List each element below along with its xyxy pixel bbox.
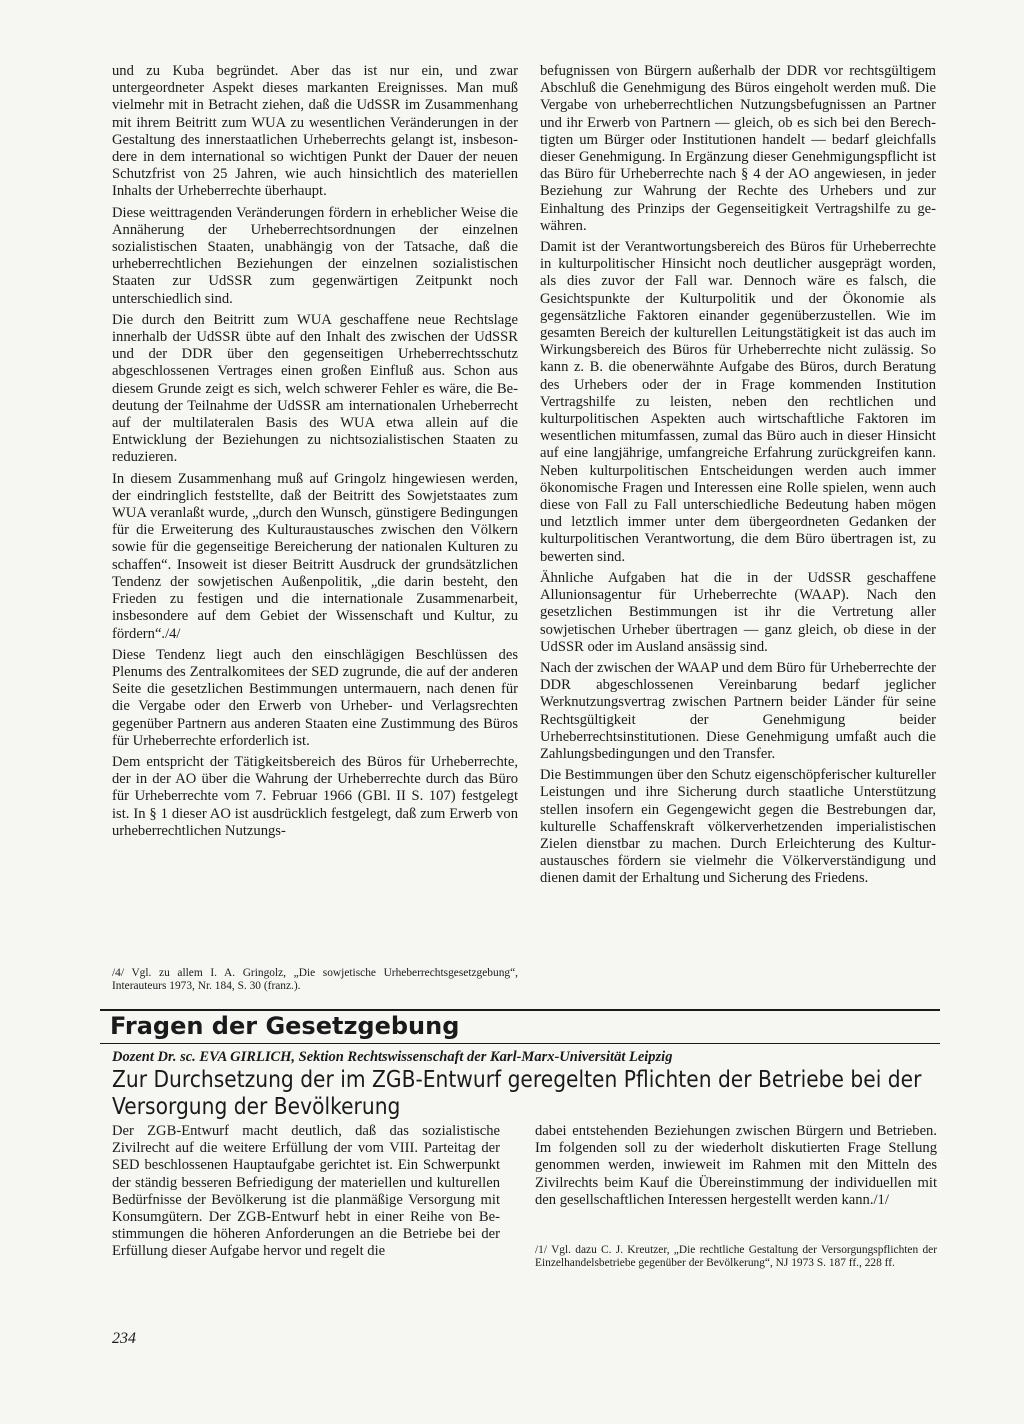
author-byline: Dozent Dr. sc. EVA GIRLICH, Sektion Rechtswissenschaft der Karl-Marx-Universität Leipzig bbox=[112, 1049, 673, 1065]
footnote-4: /4/ Vgl. zu allem I. A. Gringolz, „Die sowjetische Urheberrechtsgesetzgebung“, Interauteurs 1973, Nr. 184, S. 30 (franz.). bbox=[112, 967, 518, 993]
column-left-top bbox=[112, 63, 518, 844]
column-right-bottom bbox=[535, 1123, 937, 1213]
heading-underline bbox=[100, 1043, 940, 1044]
paragraph: Diese Tendenz liegt auch den einschlägigen Beschlüssen des Plenums des Zentralkomitees der SED zugrunde, die auf der anderen Seite die gesetzlichen Bestimmungen untermauern, nach denen für die Vergabe oder den Erwerb von Urheber- und Verlagsrechten gegenüber Partnern aus anderen Staaten eine Zustimmung des Büros für Urheberrechte erforderlich ist. bbox=[112, 646, 518, 749]
column-right-top bbox=[540, 63, 936, 892]
column-left-bottom bbox=[112, 1123, 500, 1265]
article-title: Zur Durchsetzung der im ZGB-Entwurf geregelten Pflichten der Betriebe bei der Versorgung der Bevölkerung bbox=[112, 1067, 922, 1120]
paragraph: In diesem Zusammenhang muß auf Gringolz hingewiesen werden, der eindringlich feststellte, daß der Beitritt des Sowjetstaates zum WUA veranlaßt wurde, „durch den Wunsch, günstigere Bedingungen für die Erweiterung des Kulturaustausches zwischen den Völkern sowie für die gegenseitige Bereicherung der nationalen Kulturen zu schaffen“. Insoweit ist dieser Beitritt Ausdruck der grundsätzlichen Tendenz der sowjetischen Außenpolitik, „die darin besteht, den Frieden zu festigen und die internationale Zusammenarbeit, insbesondere auf dem Gebiet der Wissenschaft und Kultur, zu fördern“./4/ bbox=[112, 470, 518, 642]
paragraph: Diese weittragenden Veränderungen fördern in erheblicher Weise die Annäherung der Urheberrechtsordnungen der einzelnen sozialistischen Staaten, unabhängig von der Tatsache, daß die urheberrechtlichen Beziehungen der einzelnen sozialistischen Staaten zur UdSSR zum gegenwärtigen Zeitpunkt noch unterschiedlich sind. bbox=[112, 204, 518, 307]
paragraph: Dem entspricht der Tätigkeitsbereich des Büros für Urheberrechte, der in der AO über die Wahrung der Urheberrechte durch das Büro für Urheberrechte vom 7. Februar 1966 (GBl. II S. 107) festgelegt ist. In § 1 dieser AO ist ausdrücklich festgelegt, daß zum Erwerb von urheberrechtlichen Nutzungs- bbox=[112, 753, 518, 839]
section-heading: Fragen der Gesetzgebung bbox=[110, 1012, 460, 1040]
paragraph: dabei entstehenden Beziehungen zwischen Bürgern und Betrieben. Im folgenden soll zu der wiederholt diskutierten Frage Stellung genommen werden, inwieweit im Rahmen mit den Mitteln des Zivilrechts beim Kauf die Übereinstimmung der individuellen mit den gesellschaftlichen Interessen hergestellt werden kann./1/ bbox=[535, 1123, 937, 1208]
paragraph: Ähnliche Aufgaben hat die in der UdSSR geschaffene Allunionsagentur für Urheberrechte (WAAP). Nach den gesetzlichen Bestimmungen ist ihr die Vertretung aller sowjetischen Urheber übertragen — ganz gleich, ob diese in der UdSSR oder im Ausland ansässig sind. bbox=[540, 569, 936, 655]
paragraph: befugnissen von Bürgern außerhalb der DDR vor rechtsgültigem Abschluß die Genehmigung des Büros eingeholt werden muß. Die Vergabe von urheberrechtlichen Nutzungsbefugnissen an Partner und ihr Erwerb von Partnern — gleich, ob es sich bei den Berechtigten um Bürger oder Institutionen handelt — bedarf gleichfalls dieser Genehmigung. In Ergänzung dieser Genehmigungspflicht ist das Büro für Urheberrechte nach § 4 der AO angewiesen, in jeder Beziehung zur Wahrung der Rechte des Urhebers und zur Einhaltung des Prinzips der Gegenseitigkeit Vertragshilfe zu gewähren. bbox=[540, 63, 936, 234]
paragraph: Nach der zwischen der WAAP und dem Büro für Urheberrechte der DDR abgeschlossenen Vereinbarung bedarf jeglicher Werknutzungsvertrag zwischen Partnern beider Länder für seine Rechtsgültigkeit der Genehmigung beider Urheberrechtsinstitutionen. Diese Genehmigung umfaßt auch die Zahlungsbedingungen und den Transfer. bbox=[540, 659, 936, 762]
paragraph: Die Bestimmungen über den Schutz eigenschöpferischer kultureller Leistungen und ihre Sicherung durch staatliche Unterstützung stellen insofern ein Gegengewicht gegen die Bestrebungen dar, kulturelle Schaffenskraft völkerverhetzenden imperialistischen Zielen dienstbar zu machen. Durch Erleichterung des Kulturaustausches fördern sie vielmehr die Völkerverständigung und dienen damit der Erhaltung und Sicherung des Friedens. bbox=[540, 767, 936, 887]
footnote-1: /1/ Vgl. dazu C. J. Kreutzer, „Die rechtliche Gestaltung der Versorgungspflichten der Einzelhandelsbetriebe gegenüber der Bevölkerung“, NJ 1973 S. 187 ff., 228 ff. bbox=[535, 1244, 937, 1270]
paragraph: Der ZGB-Entwurf macht deutlich, daß das sozialistische Zivilrecht auf die weitere Erfüllung der vom VIII. Parteitag der SED beschlossenen Hauptaufgabe gerichtet ist. Ein Schwerpunkt der ständig besseren Befriedigung der materiellen und kulturellen Bedürfnisse der Bevölkerung ist die planmäßige Versorgung mit Konsumgütern. Der ZGB-Entwurf hebt in einer Reihe von Bestimmungen die höheren Anforderungen an die Betriebe bei der Erfüllung dieser Aufgabe hervor und regelt die bbox=[112, 1123, 500, 1260]
paragraph: und zu Kuba begründet. Aber das ist nur ein, und zwar untergeordneter Aspekt dieses markanten Ereignisses. Man muß vielmehr mit in Betracht ziehen, daß die UdSSR im Zusammenhang mit ihrem Beitritt zum WUA zu wesentlichen Veränderungen in der Gestaltung des innerstaatlichen Urheberrechts gelangt ist, insbesondere in dem international so wichtigen Punkt der Dauer der neuen Schutzfrist von 25 Jahren, wie auch hinsichtlich des materiellen Inhalts der Urheberrechte überhaupt. bbox=[112, 63, 518, 200]
paragraph: Damit ist der Verantwortungsbereich des Büros für Urheberrechte in kulturpolitischer Hinsicht noch deutlicher ausgeprägt worden, als dies zuvor der Fall war. Dennoch wäre es falsch, die Gesichtspunkte der Kulturpolitik und der Ökonomie als gegensätzliche Faktoren einander gegenüberzustellen. Wie im gesamten Bereich der kulturellen Leitungstätigkeit ist das auch im Wirkungsbereich des Büros für Urheberrechte nicht zulässig. So kann z. B. die obenerwähnte Aufgabe des Büros, durch Beratung des Urhebers oder der in Frage kommenden Institution Vertragshilfe zu leisten, neben den rechtlichen und kulturpolitischen Aspekten auch wirtschaftliche Faktoren im wesentlichen mitumfassen, zumal das Büro auch in dieser Hinsicht auf eine langjährige, umfangreiche Erfahrung zurückgreifen kann. Neben kulturpolitischen Entscheidungen werden auch immer ökonomische Fragen und Interessen eine Rolle spielen, wenn auch diese von Fall zu Fall unterschiedliche Bedeutung haben mögen und letztlich immer unter dem übergeordneten Gedanken der kulturpolitischen Verantwortung, die dem Büro übertragen ist, zu bewerten sind. bbox=[540, 239, 936, 565]
page-number: 234 bbox=[112, 1330, 136, 1347]
paragraph: Die durch den Beitritt zum WUA geschaffene neue Rechtslage innerhalb der UdSSR übte auf den Inhalt des zwischen der UdSSR und der DDR über den gegenseitigen Urheberrechtsschutz abgeschlossenen Vertrages einen großen Einfluß aus. Schon aus diesem Grunde zeigt es sich, welch schwerer Fehler es wäre, die Bedeutung der Teilnahme der UdSSR am internationalen Urheberrecht auf der multilateralen Basis des WUA etwa allein auf die Entwicklung der Beziehungen zu nichtsozialistischen Staaten zu reduzieren. bbox=[112, 311, 518, 466]
